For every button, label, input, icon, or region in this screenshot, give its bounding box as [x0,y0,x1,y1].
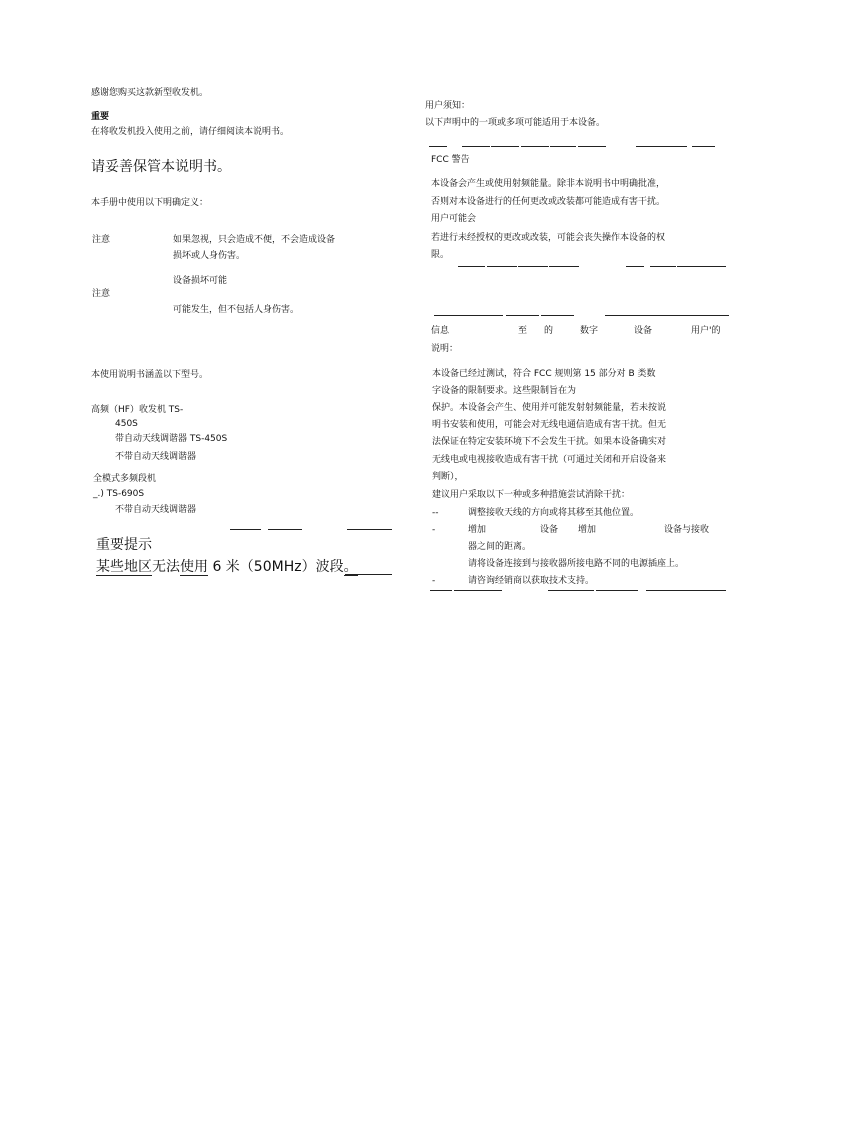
divider-rule [462,146,490,147]
divider-rule [548,590,594,591]
notice-text-part: 6 米（50MHz）波段 [208,559,344,575]
fcc-text-3: 用户可能会 [431,214,477,224]
model2-line1: 全模式多频段机 [93,474,157,484]
divider-rule [646,590,726,591]
caution-text-1a: 如果忽视，只会造成不便，不会造成设备 [173,235,336,245]
models-intro: 本使用说明书涵盖以下型号。 [91,370,209,380]
body-line: 法保证在特定安装环境下不会发生干扰。如果本设备确实对 [432,437,667,447]
divider-rule [347,529,392,530]
body-line: 无线电或电视接收造成有害干扰（可通过关闭和开启设备来 [432,455,667,465]
model2-line2: _.) TS-690S [93,489,145,499]
measure-text-4: 请咨询经销商以获取技术支持。 [468,576,595,586]
divider-rule [506,315,539,316]
divider-rule [605,315,729,316]
divider-rule [430,590,452,591]
notice-text-part: 某些地区 [96,559,152,575]
divider-rule [429,146,447,147]
fcc-text-5: 限。 [431,250,450,260]
measure-text-2b: 器之间的距离。 [468,542,532,552]
divider-rule [434,315,503,316]
caution-text-2a: 设备损坏可能 [173,276,228,286]
definitions-intro: 本手册中使用以下明确定义： [91,198,209,208]
measure-word: 设备与接收 [664,525,710,535]
notice-heading: 重要提示 [96,537,152,553]
divider-rule [268,529,302,530]
fcc-text-1: 本设备会产生或使用射频能量。除非本说明书中明确批准， [431,179,666,189]
caution-text-2b: 可能发生，但不包括人身伤害。 [173,305,300,315]
divider-rule [677,266,726,267]
important-text: 在将收发机投入使用之前，请仔细阅读本说明书。 [91,127,290,137]
user-notice-heading: 用户须知： [425,101,471,111]
divider-rule [541,315,574,316]
important-heading: 重要 [91,112,110,122]
body-line: 字设备的限制要求。这些限制旨在为 [432,386,577,396]
model1-line2: 450S [115,419,138,429]
divider-rule [650,266,676,267]
divider-rule [454,590,502,591]
fcc-text-2: 否则对本设备进行的任何更改或改装都可能造成有害干扰。 [431,197,666,207]
info-word: 用户'的 [691,326,721,336]
measure-word: 增加 [578,525,597,535]
fcc-warning-heading: FCC 警告 [431,155,470,165]
divider-rule [549,266,579,267]
divider-rule [596,590,638,591]
divider-rule [458,266,485,267]
divider-rule [487,266,517,267]
measure-dash: - [432,576,436,586]
model1-line4: 不带自动天线调谐器 [115,452,197,462]
model2-line3: 不带自动天线调谐器 [115,505,197,515]
divider-rule [518,266,548,267]
thanks-text: 感谢您购买这款新型收发机。 [91,88,209,98]
measure-dash: -- [432,508,439,518]
divider-rule [345,574,392,575]
info-word: 数字 [580,326,599,336]
notice-text-part: 无法 [152,559,180,575]
body-line: 判断）， [432,472,464,482]
divider-rule [230,529,261,530]
notice-text-part: 。 [343,559,358,575]
divider-rule [692,146,715,147]
model1-line3: 带自动天线调谐器 TS-450S [115,434,228,444]
divider-rule [578,146,606,147]
measure-dash: - [432,525,436,535]
model1-line1: 高频（HF）收发机 TS- [91,405,184,415]
notice-text [96,560,358,574]
body-line: 明书安装和使用，可能会对无线电通信造成有害干扰。但无 [432,420,667,430]
notice-text-part: 使用 [180,559,208,575]
measure-word: 增加 [468,525,487,535]
info-word: 设备 [634,326,653,336]
measure-word: 设备 [540,525,559,535]
info-label: 说明： [431,344,459,354]
divider-rule [626,266,644,267]
body-line: 建议用户采取以下一种或多种措施尝试消除干扰： [432,490,631,500]
divider-rule [491,146,519,147]
caution-text-1b: 损坏或人身伤害。 [173,251,246,261]
fcc-text-4: 若进行未经授权的更改或改装，可能会丧失操作本设备的权 [431,233,666,243]
info-word: 至 [518,326,528,336]
measure-text-1: 调整接收天线的方向或将其移至其他位置。 [468,508,640,518]
keep-manual-text: 请妥善保管本说明书。 [91,159,231,175]
divider-rule [636,146,687,147]
info-word: 信息 [431,326,450,336]
divider-rule [550,146,576,147]
caution-label-2: 注意 [92,289,111,299]
info-word: 的 [544,326,554,336]
caution-label-1: 注意 [92,235,111,245]
body-line: 本设备已经过测试，符合 FCC 规则第 15 部分对 B 类数 [432,369,656,379]
applicable-text: 以下声明中的一项或多项可能适用于本设备。 [425,118,606,128]
measure-text-3: 请将设备连接到与接收器所接电路不同的电源插座上。 [468,559,685,569]
body-line: 保护。本设备会产生、使用并可能发射射频能量，若未按说 [432,403,667,413]
divider-rule [521,146,549,147]
